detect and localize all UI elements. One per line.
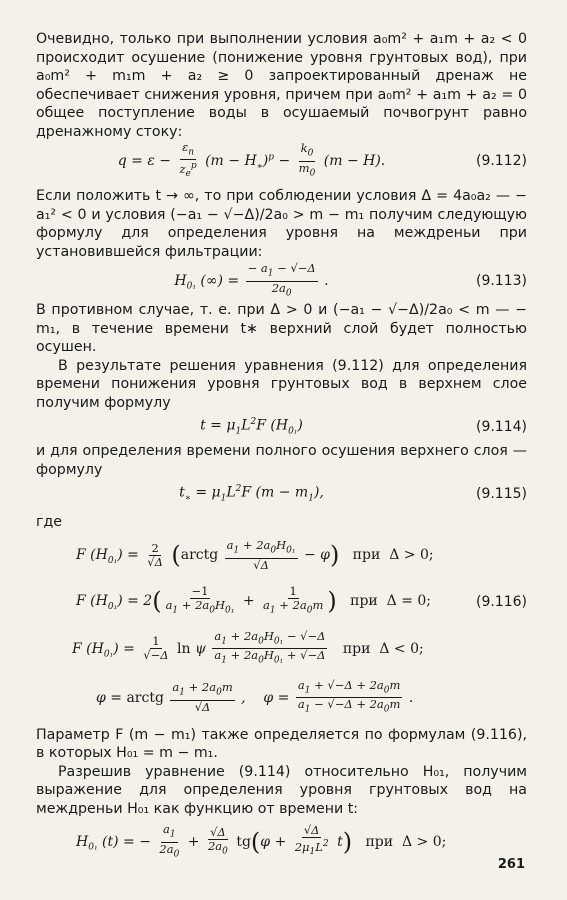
equation-9-115-body: $t_∗ = \mu_1L^2F$ $(m - m_1)$, <box>179 484 324 504</box>
equation-9-116-line-2-body: F $(H_{0_1}) = 2$( $\frac{-1}{a_1 + 2a_0H_{0_1}}$ + $\frac{1}{a_1 + 2a_0m}$ ) при Δ = 0; <box>76 584 432 616</box>
paragraph-7: Параметр F (m − m₁) также определяется по формулам (9.116), в которых H₀₁ = m − m₁. <box>36 726 527 761</box>
paragraph-3: В противном случае, т. е. при Δ > 0 и (−a₁ − √−Δ)/2a₀ < m — − m₁, в течение времени t∗ верхний слой будет полностью осушен. <box>36 302 527 355</box>
equation-9-114-body: $t = \mu_1L^2F$ $(H_{0_1})$ <box>200 417 303 437</box>
paragraph-1: Очевидно, только при выполнении условия a₀m² + a₁m + a₂ < 0 происходит осушение (понижение уровня грунтовых вод), при a₀m² + m₁m + a₂ ≥ 0 запроектированный дренаж не обеспечивает снижения уровня, причем при a₀m² + a₁m + a₂ = 0 общее поступление воды в осушаемый почвогрунт равно дренажному стоку: <box>36 31 527 140</box>
equation-9-116-line-3-body: F $(H_{0_1})$ = $\frac{1}{√-\Delta}$ ln ψ $\frac{a_1 + 2a_0H_{0_1} - √-\Delta}{a_1 + 2a_0H_{0_1} + √-\Delta}$ при Δ < 0; <box>72 628 424 666</box>
paragraph-2: Если положить t → ∞, то при соблюдении условия Δ = 4a₀a₂ — − a₁² < 0 и условия (−a₁ − √−Δ)/2a₀ > m − m₁ получим следующую формулу для определения уровня на междреньи при установившейся фильтрации: <box>36 188 527 260</box>
equation-9-113-body: $H_{0_1}$ (∞) = $\frac{- a_1 - √-\Delta}{2a_0}$ . <box>174 261 329 298</box>
equation-9-114 <box>36 412 527 442</box>
page-number: 261 <box>497 857 525 872</box>
paragraph-4: В результате решения уравнения (9.112) для определения времени понижения уровня грунтовых вод в верхнем слое получим формулу <box>36 357 527 411</box>
equation-number: (9.114) <box>475 419 527 435</box>
paragraph-6: где <box>36 514 62 530</box>
paragraph-8: Разрешив уравнение (9.114) относительно H₀₁, получим выражение для определения уровня грунтовых вод на междреньи H₀₁ как функцию от времени t: <box>36 763 527 817</box>
equation-9-112-body: q = ε − $\frac{\varepsilon_п}{z_e^p}$ $(m - H_∗)^p$ − $\frac{k_0}{m_0}$ (m − H). <box>117 139 386 180</box>
equation-9-116-line-2 <box>36 580 527 624</box>
equation-number: (9.116) <box>475 593 527 610</box>
equation-9-112 <box>36 141 527 181</box>
equation-9-115 <box>36 479 527 509</box>
equation-h01-t-body: $H_{0_1}$ (t) = − $\frac{a_1}{2a_0}$ + $\frac{√\Delta}{2a_0}$ tg(φ + $\frac{√\Delta}{2\mu_1L^2}$ t) при Δ > 0; <box>76 822 447 859</box>
equation-number: (9.112) <box>475 153 527 169</box>
equation-number: (9.113) <box>475 273 527 289</box>
equation-9-116-line-4-body: φ = arctg $\frac{a_1 + 2a_0m}{√\Delta}$ , φ = $\frac{a_1 + √-\Delta + 2a_0m}{a_1 - √-\Delta + 2a_0m}$ . <box>96 677 414 715</box>
equation-9-116-line-3 <box>36 624 527 674</box>
equation-9-116-line-1-body: F $(H_{0_1})$ = $\frac{2}{√\Delta}$ (arctg $\frac{a_1 + 2a_0H_{0_1}}{√\Delta}$ − φ) при Δ > 0; <box>76 538 434 572</box>
equation-9-116-line-4 <box>36 674 527 722</box>
paragraph-5: и для определения времени полного осушения верхнего слоя — формулу <box>36 443 527 478</box>
equation-h01-t <box>36 818 527 866</box>
equation-number: (9.115) <box>475 486 527 502</box>
equation-9-116-line-1 <box>36 532 527 580</box>
equation-9-113 <box>36 261 527 301</box>
